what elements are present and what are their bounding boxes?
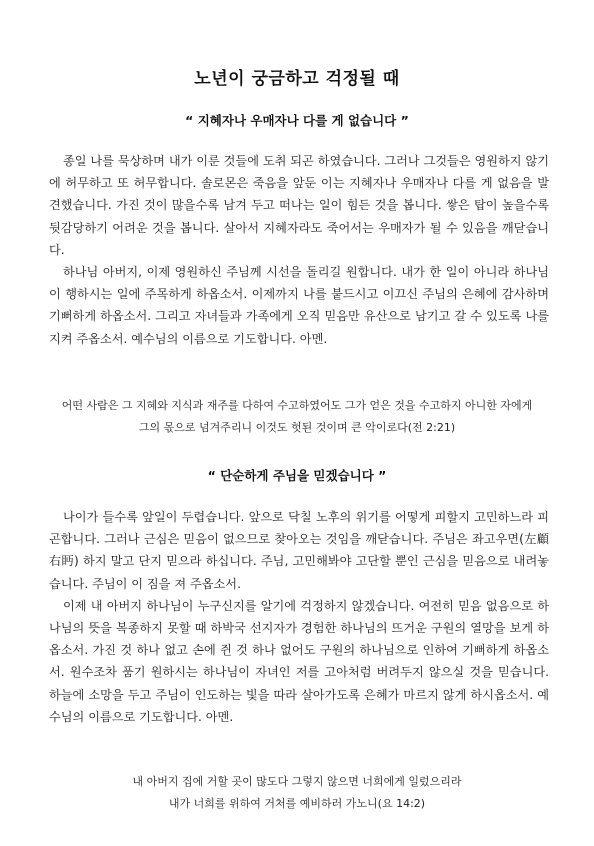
verse-line: 내가 너희를 위하여 거처를 예비하러 가노니(요 14:2): [168, 797, 426, 810]
section2-paragraph: 이제 내 아버지 하나님이 누구신지를 알기에 걱정하지 않겠습니다. 여전히 믿음 없음으로 하나님의 뜻을 복종하지 못할 때 하박국 선지자가 경험한 하나님의 뜨거운 구원의 열망을 보게 하옵소서. 가진 것 하나 없고 손에 쥔 것 하나 없어도 구원의 하나님으로 인하여 기뻐하게 하옵소서. 원수조차 품기 원하시는 하나님이 자녀인 저를 고아처럼 버려두지 않으실 것을 믿습니다. 하늘에 소망을 두고 주님이 인도하는 빛을 따라 살아가도록 은혜가 마르지 않게 하시옵소서. 예수님의 이름으로 기도합니다. 아멘.: [49, 598, 549, 724]
section2-body: [49, 506, 549, 728]
verse-line: 그의 몫으로 넘겨주리니 이것도 헛된 것이며 큰 악이로다(전 2:21): [138, 421, 456, 434]
verse-line: 내 아버지 집에 거할 곳이 많도다 그렇지 않으면 너희에게 일렀으리라: [132, 775, 462, 788]
section1-paragraph: 하나님 아버지, 이제 영원하신 주님께 시선을 돌리길 원합니다. 내가 한 일이 아니라 하나님이 행하시는 일에 주목하게 하옵소서. 이제까지 나를 붙드시고 이끄신 주님의 은혜에 감사하며 기뻐하게 하옵소서. 그리고 자녀들과 가족에게 오직 믿음만 유산으로 남기고 갈 수 있도록 나를 지켜 주옵소서. 예수님의 이름으로 기도합니다. 아멘.: [49, 265, 549, 346]
section2-paragraph: 나이가 들수록 앞일이 두렵습니다. 앞으로 닥칠 노후의 위기를 어떻게 피할지 고민하느라 피곤합니다. 그러나 근심은 믿음이 없으므로 찾아오는 것임을 깨닫습니다. 주님은 좌고우면(左顧右眄) 하지 말고 단지 믿으라 하십니다. 주님, 고민해봐야 고단할 뿐인 근심을 믿음으로 내려놓습니다. 주님이 이 짐을 져 주옵소서.: [49, 510, 549, 591]
section1-body: [49, 150, 549, 350]
section1-verse: [0, 395, 594, 439]
page-title: 노년이 궁금하고 걱정될 때: [194, 69, 400, 89]
section2-verse: [0, 771, 594, 815]
section1-paragraph: 종일 나를 묵상하며 내가 이룬 것들에 도취 되곤 하였습니다. 그러나 그것들은 영원하지 않기에 허무하고 또 허무합니다. 솔로몬은 죽음을 앞둔 이는 지혜자나 우매자나 다를 게 없음을 발견했습니다. 가진 것이 많을수록 남겨 두고 떠나는 일이 힘든 것을 봅니다. 쌓은 탑이 높을수록 뒷감당하기 어려운 것을 봅니다. 살아서 지혜자라도 죽어서는 우매자가 될 수 있음을 깨닫습니다.: [49, 154, 549, 257]
verse-line: 어떤 사람은 그 지혜와 지식과 재주를 다하여 수고하였어도 그가 얻은 것을 수고하지 아니한 자에게: [61, 399, 533, 412]
section2-heading: “ 단순하게 주님을 믿겠습니다 ”: [207, 468, 387, 483]
section1-heading: “ 지혜자나 우매자나 다를 게 없습니다 ”: [185, 113, 409, 128]
